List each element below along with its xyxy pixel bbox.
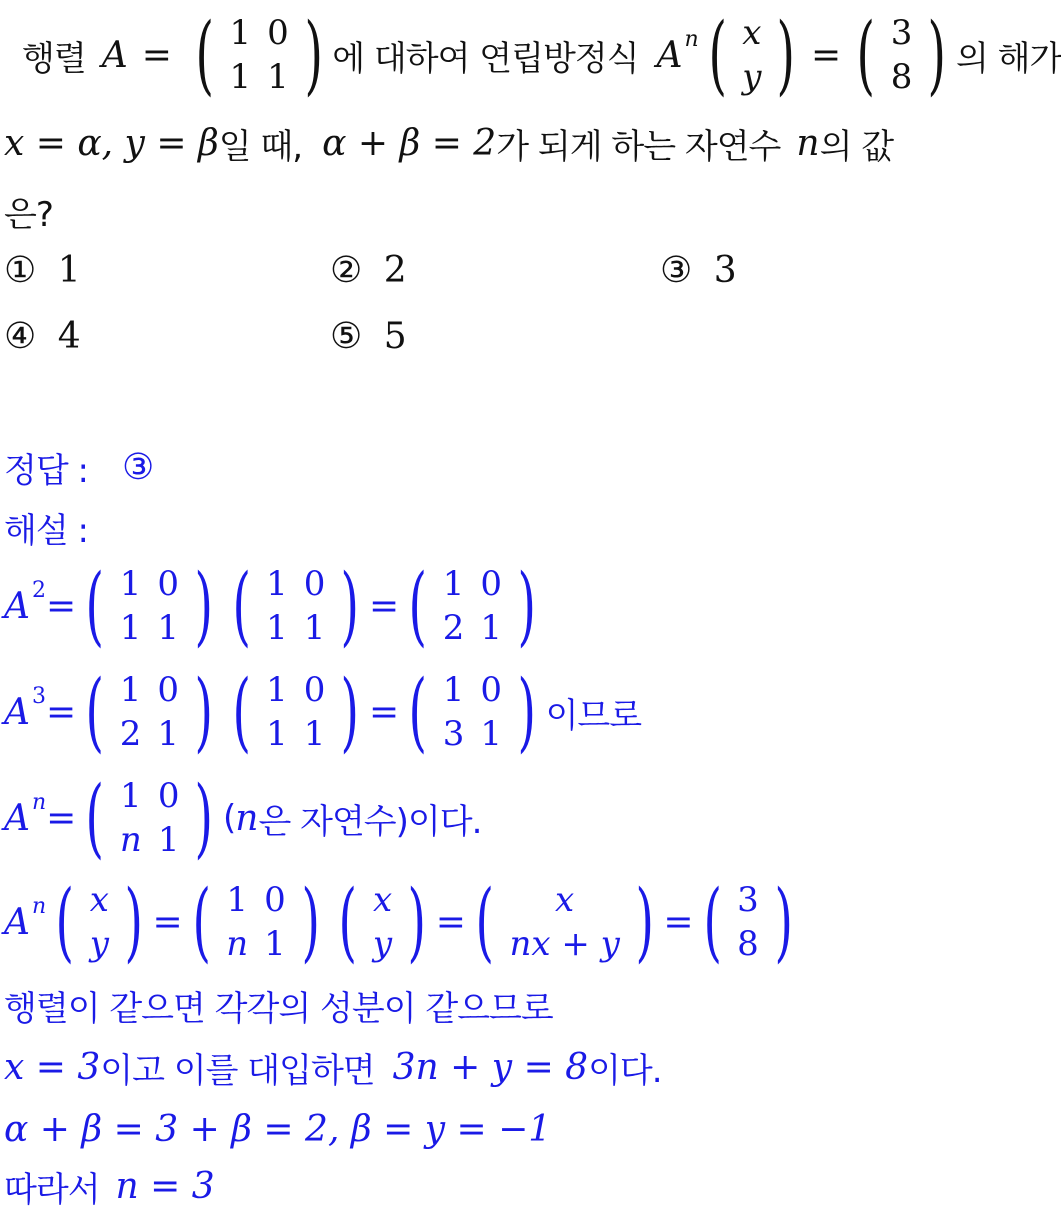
matrix-a: ( 1 0 1 1 ) <box>195 5 323 105</box>
problem-line-3 <box>4 186 53 236</box>
math-exponent: 2 <box>32 577 46 603</box>
solution-text: 이고 이를 대입하면 <box>100 1050 375 1091</box>
problem-text: 일 때, <box>218 126 303 167</box>
matrix-cell: 0 <box>157 564 180 604</box>
problem-text: 에 대하여 연립방정식 <box>332 38 639 79</box>
matrix-cell: 0 <box>157 670 180 710</box>
matrix-cell: 1 <box>303 608 326 648</box>
option-3[interactable] <box>660 250 737 291</box>
vector-cell: 3 <box>737 880 759 920</box>
solution-line-8 <box>4 1164 215 1208</box>
matrix: ( 1 0 1 1 ) <box>85 556 214 656</box>
option-value: 5 <box>383 316 407 357</box>
matrix-cell: 1 <box>120 776 142 816</box>
solution-text: 행렬이 같으면 각각의 성분이 같으므로 <box>4 988 553 1029</box>
math-expr: 3n + y = 8 <box>392 1046 589 1088</box>
matrix-cell: 0 <box>303 670 326 710</box>
problem-text: 가 되게 하는 자연수 <box>496 126 781 167</box>
math-eq: = <box>46 797 77 839</box>
math-expr: α + β = 3 + β = 2, β = y = −1 <box>4 1108 552 1150</box>
option-value: 3 <box>713 250 737 291</box>
vector-cell: x <box>89 880 109 920</box>
solution-line-7 <box>4 1104 551 1154</box>
option-mark: ⑤ <box>330 316 363 357</box>
math-eq: = <box>368 585 400 627</box>
option-4[interactable] <box>4 316 81 357</box>
problem-text: 행렬 <box>22 38 86 79</box>
solution-step-system <box>4 872 802 972</box>
vector-cell: y <box>372 924 393 964</box>
option-mark: ③ <box>660 250 693 291</box>
solution-step-an <box>4 768 482 868</box>
matrix-cell: 0 <box>303 564 326 604</box>
matrix-cell: 1 <box>303 714 326 754</box>
math-var: A <box>101 34 128 76</box>
solution-text: 따라서 <box>4 1169 100 1210</box>
vector-cell: nx + y <box>509 924 620 964</box>
math-exponent: n <box>32 789 47 815</box>
math-eq: = <box>811 34 842 76</box>
solution-line-5 <box>4 980 553 1030</box>
vector-cell: x <box>742 13 762 53</box>
math-var: n <box>235 797 259 839</box>
vector-xy: ( x y ) <box>708 5 796 105</box>
matrix-cell: 1 <box>229 13 252 53</box>
problem-text: 은? <box>4 194 53 235</box>
matrix-cell: 1 <box>229 57 252 97</box>
math-var: A <box>4 901 30 943</box>
matrix-cell: 1 <box>442 670 465 710</box>
solution-step-a3 <box>4 662 642 762</box>
math-eq: = <box>46 585 77 627</box>
math-expr: n = 3 <box>115 1165 215 1207</box>
vector-cell: y <box>742 57 762 97</box>
matrix-cell: 1 <box>266 564 288 604</box>
matrix-cell: 0 <box>264 880 286 920</box>
matrix-cell: 2 <box>442 608 465 648</box>
math-eq: = <box>46 691 77 733</box>
matrix: ( 1 0 n 1 ) <box>192 872 320 972</box>
math-expr: x = 3 <box>4 1046 101 1088</box>
vector-38: ( 3 8 ) <box>856 5 947 105</box>
math-eq: = <box>152 901 183 943</box>
answer-line <box>4 442 154 492</box>
matrix-cell: 1 <box>480 608 502 648</box>
answer-label: 정답 : <box>4 450 88 491</box>
problem-line-2 <box>4 118 893 168</box>
vector: ( x y ) <box>55 872 143 972</box>
matrix-cell: 1 <box>266 670 288 710</box>
matrix-cell: 1 <box>442 564 465 604</box>
math-var: A <box>4 585 30 627</box>
matrix: ( 1 0 1 1 ) <box>232 556 360 656</box>
option-5[interactable] <box>330 316 407 357</box>
vector: ( x y ) <box>338 872 427 972</box>
matrix-cell: 0 <box>267 13 289 53</box>
solution-step-a2 <box>4 556 546 656</box>
solution-text: ( <box>223 798 236 838</box>
vector-cell: x <box>372 880 393 920</box>
matrix-cell: 1 <box>157 820 180 860</box>
solution-line-6 <box>4 1042 662 1092</box>
matrix: ( 1 0 1 1 ) <box>232 662 360 762</box>
math-exponent: n <box>32 893 47 919</box>
math-eq: = <box>435 901 466 943</box>
matrix-cell: 1 <box>266 714 288 754</box>
matrix-cell: 1 <box>266 608 288 648</box>
option-value: 1 <box>57 250 81 291</box>
option-mark: ② <box>330 250 363 291</box>
problem-text: 의 값 <box>819 126 894 167</box>
option-mark: ④ <box>4 316 37 357</box>
math-eq: = <box>663 901 694 943</box>
problem-line-1 <box>22 5 1061 105</box>
math-var: A <box>4 797 30 839</box>
solution-text: 은 자연수)이다. <box>258 801 482 842</box>
vector: ( x nx + y ) <box>475 872 654 972</box>
matrix-cell: 0 <box>480 564 502 604</box>
vector-cell: x <box>555 880 575 920</box>
problem-text: 의 해가 <box>955 38 1061 79</box>
solution-text: 이므로 <box>545 695 642 736</box>
vector-cell: 8 <box>737 924 759 964</box>
solution-label-line <box>4 502 88 552</box>
matrix-cell: 3 <box>442 714 465 754</box>
math-var: n <box>796 122 820 164</box>
matrix-cell: 1 <box>226 880 249 920</box>
vector: ( 3 8 ) <box>703 872 793 972</box>
math-var: A <box>656 34 683 76</box>
matrix-cell: n <box>119 820 142 860</box>
vector-cell: 3 <box>890 13 913 53</box>
matrix: ( 1 0 n 1 ) <box>85 768 214 868</box>
vector-cell: 8 <box>890 57 913 97</box>
matrix-cell: 0 <box>157 776 180 816</box>
answer-value: ③ <box>121 446 155 488</box>
option-mark: ① <box>4 250 37 291</box>
matrix: ( 1 0 2 1 ) <box>85 662 214 762</box>
matrix-cell: 1 <box>119 608 142 648</box>
matrix-cell: 0 <box>480 670 502 710</box>
matrix-cell: 1 <box>157 714 180 754</box>
matrix-cell: 1 <box>264 924 286 964</box>
matrix-cell: 1 <box>119 670 142 710</box>
matrix: ( 1 0 2 1 ) <box>408 556 537 656</box>
option-value: 4 <box>57 316 81 357</box>
option-2[interactable] <box>330 250 407 291</box>
matrix-cell: 1 <box>157 608 180 648</box>
math-expr: x = α, y = β <box>4 122 219 164</box>
solution-text: 이다. <box>588 1050 662 1091</box>
math-expr: α + β = 2 <box>322 122 497 164</box>
math-exponent: n <box>684 26 699 52</box>
matrix: ( 1 0 3 1 ) <box>408 662 537 762</box>
option-value: 2 <box>383 250 407 291</box>
matrix-cell: 1 <box>119 564 142 604</box>
math-eq: = <box>368 691 400 733</box>
solution-label: 해설 : <box>4 510 88 551</box>
vector-cell: y <box>89 924 109 964</box>
math-eq: = <box>141 34 172 76</box>
math-exponent: 3 <box>32 683 46 709</box>
option-1[interactable] <box>4 250 81 291</box>
matrix-cell: 1 <box>480 714 502 754</box>
matrix-cell: 1 <box>267 57 289 97</box>
matrix-cell: n <box>226 924 249 964</box>
math-var: A <box>4 691 30 733</box>
matrix-cell: 2 <box>119 714 142 754</box>
